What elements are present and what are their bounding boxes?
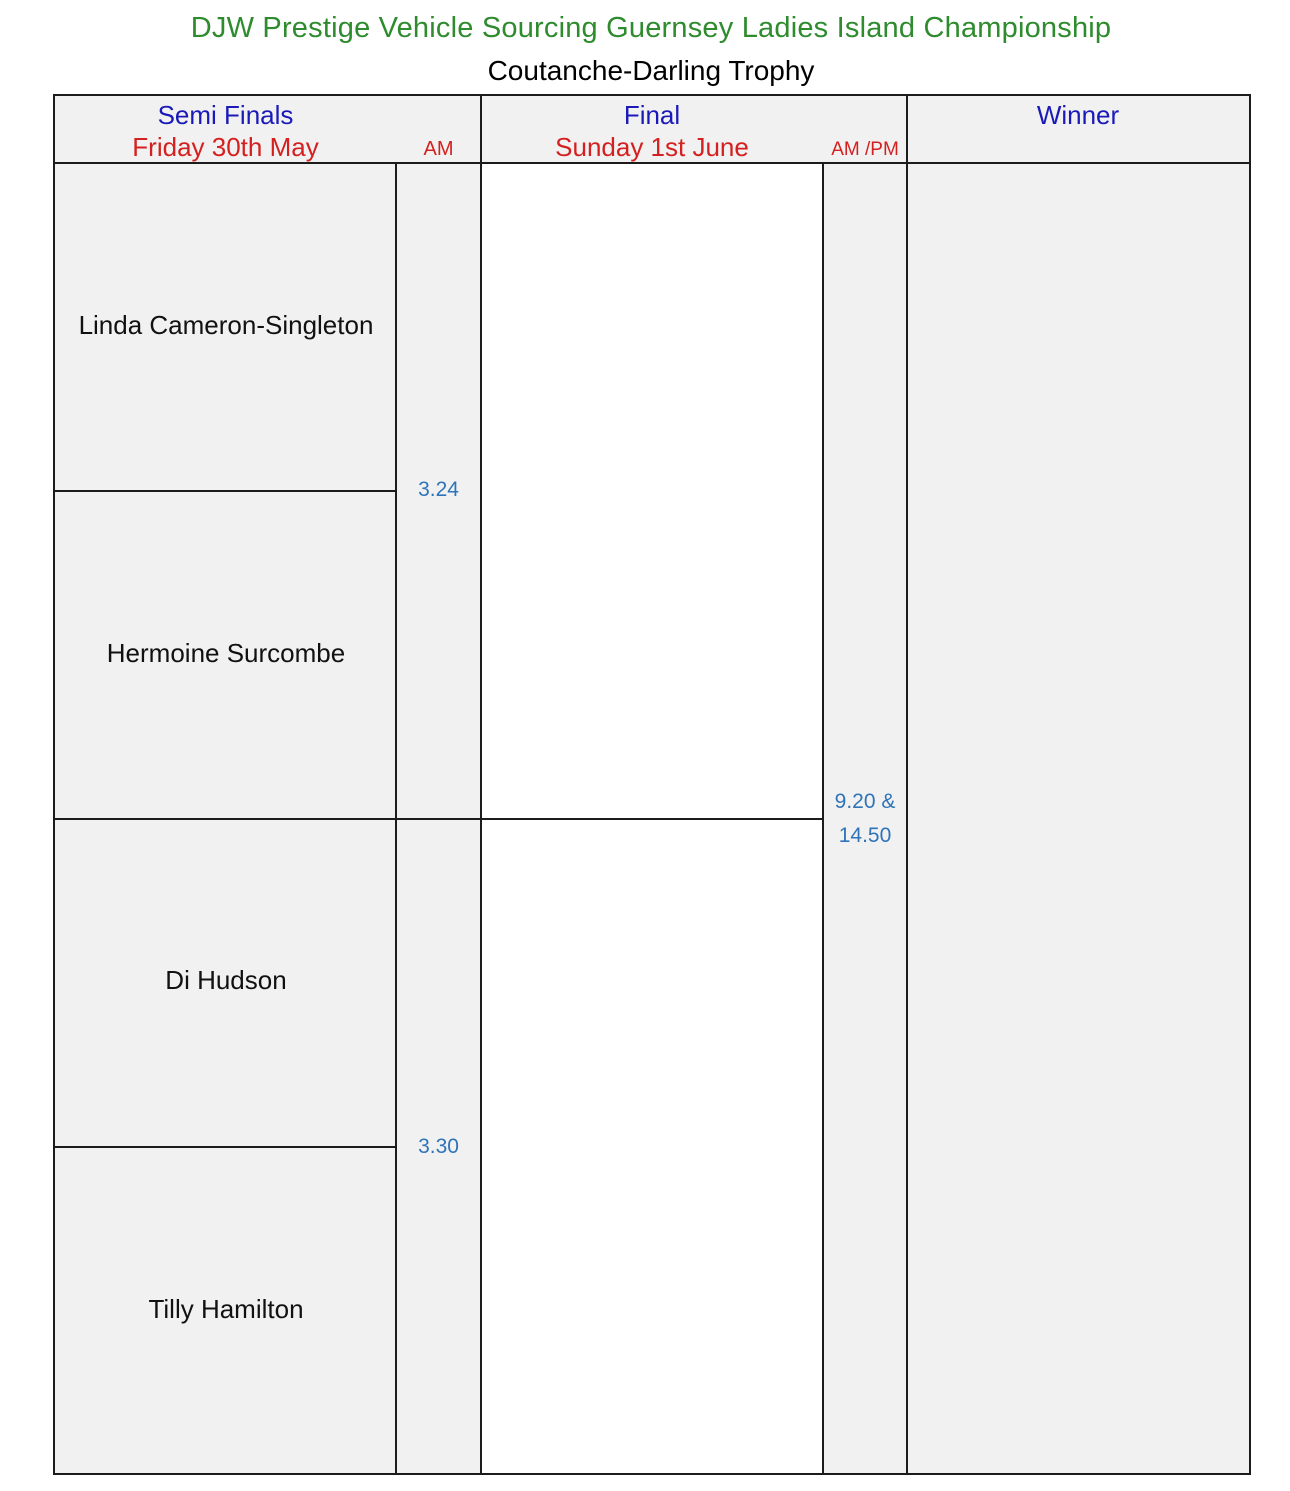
semi-finals-label: Semi Finals [157, 100, 294, 130]
semi-finals-date: Friday 30th May [132, 132, 319, 162]
final-time-line-2: 14.50 [838, 824, 892, 847]
table-border-top [53, 94, 1251, 96]
table-border-bottom [53, 1473, 1251, 1475]
row-divider-2 [55, 818, 823, 820]
column-divider-final [480, 94, 482, 1475]
winner-label: Winner [1036, 100, 1120, 130]
table-border-left [53, 94, 55, 1475]
row-divider-3 [55, 1146, 396, 1148]
table-border-right [1249, 94, 1251, 1475]
row-divider-1 [55, 490, 396, 492]
player-name: Di Hudson [165, 965, 287, 995]
player-name: Tilly Hamilton [148, 1294, 304, 1324]
semi-final-1-time: 3.24 [418, 478, 459, 501]
page-title: DJW Prestige Vehicle Sourcing Guernsey Ladies Island Championship [190, 12, 1112, 44]
player-name: Hermoine Surcombe [106, 638, 346, 668]
final-time-line-1: 9.20 & [834, 790, 896, 813]
semi-final-2-time: 3.30 [418, 1135, 459, 1158]
final-player-cell-2 [481, 819, 823, 1474]
winner-cell [907, 163, 1249, 1474]
final-session: AM /PM [831, 139, 899, 160]
final-label: Final [623, 100, 681, 130]
final-time-column-cell [823, 163, 907, 1474]
player-name: Linda Cameron-Singleton [78, 310, 374, 340]
semi-finals-session: AM [423, 138, 454, 160]
final-player-cell-1 [481, 163, 823, 819]
column-divider-winner [906, 94, 908, 1475]
page-subtitle: Coutanche-Darling Trophy [487, 55, 815, 86]
final-date: Sunday 1st June [555, 132, 749, 162]
